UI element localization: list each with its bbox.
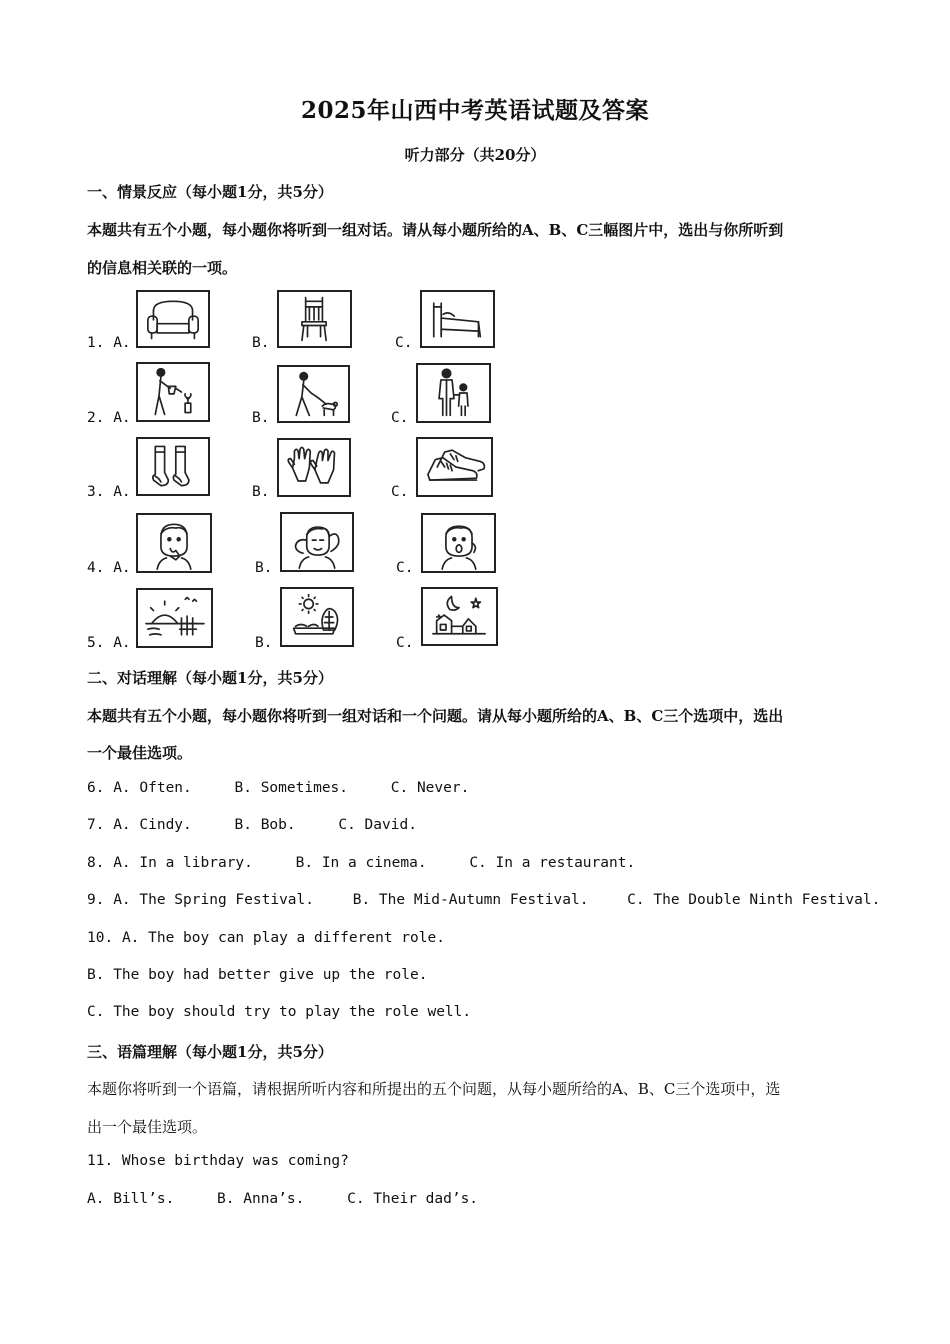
section2-instruction-line2: 一个最佳选项。 [87,744,193,762]
q5-option-a-label[interactable]: 5. A. [87,635,131,651]
parent-child-icon[interactable] [416,363,491,423]
question-11: 11. Whose birthday was coming? [87,1153,349,1169]
sunrise-icon[interactable] [136,588,213,648]
question-11-options [87,1191,478,1207]
bed-icon[interactable] [420,290,495,348]
q8-option-b[interactable]: B. In a cinema. [295,855,427,871]
toothache-boy-icon[interactable] [421,513,496,573]
walking-dog-icon[interactable] [277,365,350,423]
q5-option-b-label[interactable]: B. [255,635,273,651]
q6-option-a[interactable]: A. Often. [113,780,192,796]
watering-plant-icon[interactable] [136,362,210,422]
gloves-icon[interactable] [277,438,351,497]
q9-option-c[interactable]: C. The Double Ninth Festival. [627,892,881,908]
q7-option-a[interactable]: A. Cindy. [113,817,192,833]
q1-option-b-label[interactable]: B. [252,335,270,351]
q7-option-b[interactable]: B. Bob. [234,817,296,833]
question-10 [87,930,445,946]
q2-option-b-label[interactable]: B. [252,410,270,426]
q2-option-a-label[interactable]: 2. A. [87,410,131,426]
q1-option-c-label[interactable]: C. [395,335,413,351]
question-6 [87,780,469,796]
q4-option-c-label[interactable]: C. [396,560,414,576]
page-title: 2025年山西中考英语试题及答案 [300,97,649,124]
coughing-boy-icon[interactable] [136,513,212,573]
q1-option-a-label[interactable]: 1. A. [87,335,131,351]
section2-heading: 二、对话理解（每小题1分，共5分） [87,669,333,687]
question-9 [87,892,880,908]
q3-option-a-label[interactable]: 3. A. [87,484,131,500]
q9-option-b[interactable]: B. The Mid-Autumn Festival. [352,892,589,908]
section1-instruction-line1: 本题共有五个小题，每小题你将听到一组对话。请从每小题所给的A、B、C三幅图片中，选出与你所听到 [87,221,784,239]
q8-option-a[interactable]: A. In a library. [113,855,253,871]
section1-heading: 一、情景反应（每小题1分，共5分） [87,183,333,201]
q9-option-a[interactable]: A. The Spring Festival. [113,892,314,908]
q4-option-a-label[interactable]: 4. A. [87,560,131,576]
q10-option-c[interactable]: C. The boy should try to play the role well. [87,1004,472,1020]
section3-instruction-line2: 出一个最佳选项。 [87,1118,208,1136]
q10-option-b[interactable]: B. The boy had better give up the role. [87,967,428,983]
q5-option-c-label[interactable]: C. [396,635,414,651]
q8-option-c[interactable]: C. In a restaurant. [469,855,636,871]
q3-option-b-label[interactable]: B. [252,484,270,500]
question-7 [87,817,417,833]
q7-option-c[interactable]: C. David. [338,817,417,833]
q10-option-a[interactable]: A. The boy can play a different role. [121,930,445,946]
q6-option-b[interactable]: B. Sometimes. [234,780,349,796]
chair-icon[interactable] [277,290,352,348]
q2-option-c-label[interactable]: C. [391,410,409,426]
section3-instruction-line1: 本题你将听到一个语篇，请根据所听内容和所提出的五个问题，从每小题所给的A、B、C三个选项中，选 [87,1080,781,1098]
section3-heading: 三、语篇理解（每小题1分，共5分） [87,1043,333,1061]
q11-option-c[interactable]: C. Their dad’s. [347,1191,479,1207]
section2-instruction-line1: 本题共有五个小题，每小题你将听到一组对话和一个问题。请从每小题所给的A、B、C三个选项中，选出 [87,707,784,725]
q9-number: 9. [87,892,105,908]
q11-option-a[interactable]: A. Bill’s. [87,1191,175,1207]
armchair-icon[interactable] [136,290,210,348]
sneakers-icon[interactable] [416,437,493,497]
listening-subtitle: 听力部分（共20分） [404,146,546,164]
q6-option-c[interactable]: C. Never. [390,780,470,796]
headache-boy-icon[interactable] [280,512,354,572]
night-house-icon[interactable] [421,587,498,646]
section1-instruction-line2: 的信息相关联的一项。 [87,259,238,277]
q10-number: 10. [87,930,114,946]
socks-icon[interactable] [136,437,210,496]
q6-number: 6. [87,780,105,796]
q8-number: 8. [87,855,105,871]
q11-option-b[interactable]: B. Anna’s. [217,1191,305,1207]
sunny-garden-icon[interactable] [280,587,354,647]
question-8 [87,855,635,871]
q3-option-c-label[interactable]: C. [391,484,409,500]
q4-option-b-label[interactable]: B. [255,560,273,576]
q7-number: 7. [87,817,105,833]
